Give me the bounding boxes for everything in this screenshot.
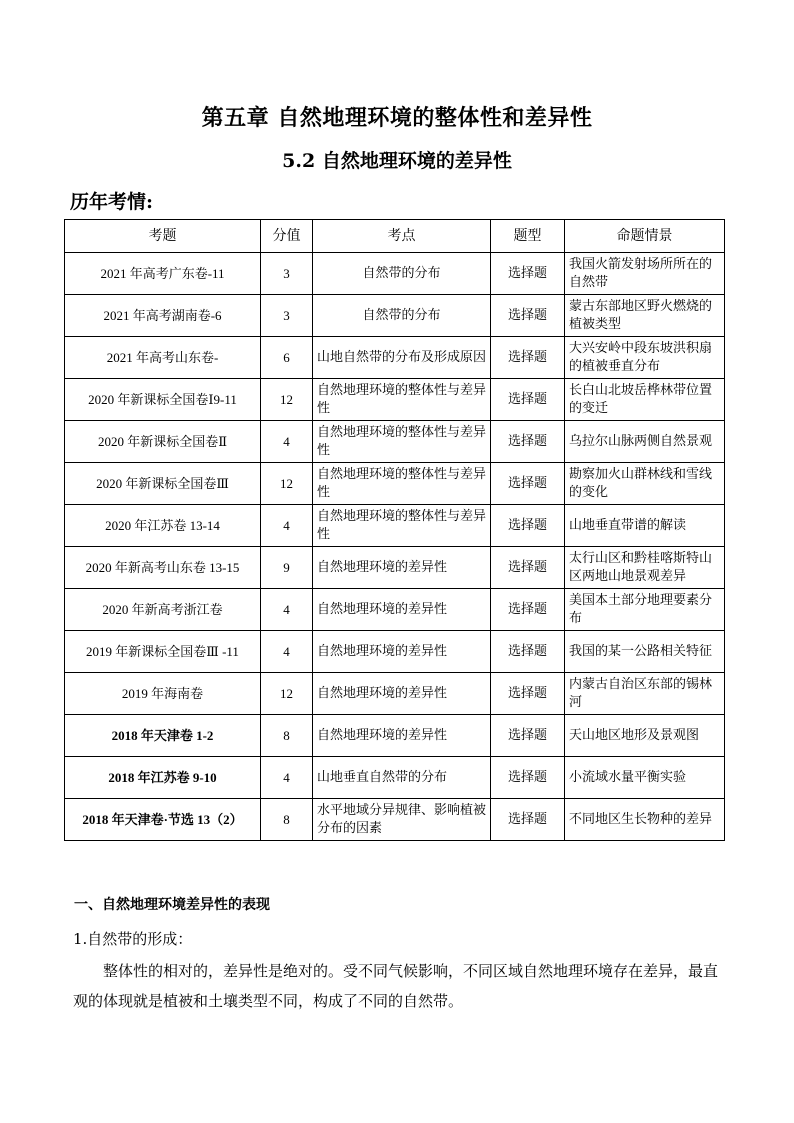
- cell-question: 2021 年高考湖南卷-6: [65, 295, 261, 337]
- cell-score: 12: [261, 463, 313, 505]
- header-type: 题型: [491, 220, 565, 253]
- cell-question: 2020 年江苏卷 13-14: [65, 505, 261, 547]
- cell-topic: 自然地理环境的差异性: [313, 631, 491, 673]
- cell-type: 选择题: [491, 631, 565, 673]
- cell-context: 我国火箭发射场所所在的自然带: [565, 253, 725, 295]
- cell-question: 2020 年新课标全国卷Ⅱ: [65, 421, 261, 463]
- cell-context: 我国的某一公路相关特征: [565, 631, 725, 673]
- cell-score: 6: [261, 337, 313, 379]
- cell-topic: 自然地理环境的整体性与差异性: [313, 421, 491, 463]
- subsection-item: 1.自然带的形成：: [73, 930, 193, 948]
- cell-question: 2019 年海南卷: [65, 673, 261, 715]
- table-row: [65, 253, 725, 295]
- table-row: [65, 715, 725, 757]
- cell-question: 2020 年新高考山东卷 13-15: [65, 547, 261, 589]
- table-row: [65, 463, 725, 505]
- history-label: 历年考情:: [70, 191, 154, 213]
- cell-type: 选择题: [491, 337, 565, 379]
- cell-type: 选择题: [491, 589, 565, 631]
- cell-context: 长白山北坡岳桦林带位置的变迁: [565, 379, 725, 421]
- cell-question: 2020 年新高考浙江卷: [65, 589, 261, 631]
- cell-score: 8: [261, 799, 313, 841]
- cell-type: 选择题: [491, 547, 565, 589]
- table-row: [65, 547, 725, 589]
- cell-score: 9: [261, 547, 313, 589]
- cell-context: 大兴安岭中段东坡洪积扇的植被垂直分布: [565, 337, 725, 379]
- header-context: 命题情景: [565, 220, 725, 253]
- cell-question: 2018 年江苏卷 9-10: [65, 757, 261, 799]
- cell-topic: 山地自然带的分布及形成原因: [313, 337, 491, 379]
- cell-context: 山地垂直带谱的解读: [565, 505, 725, 547]
- cell-score: 8: [261, 715, 313, 757]
- cell-type: 选择题: [491, 295, 565, 337]
- cell-score: 4: [261, 589, 313, 631]
- cell-question: 2020 年新课标全国卷Ⅲ: [65, 463, 261, 505]
- header-score: 分值: [261, 220, 313, 253]
- cell-question: 2020 年新课标全国卷Ⅰ9-11: [65, 379, 261, 421]
- table-row: [65, 799, 725, 841]
- header-question: 考题: [65, 220, 261, 253]
- cell-type: 选择题: [491, 421, 565, 463]
- cell-type: 选择题: [491, 715, 565, 757]
- cell-topic: 自然地理环境的差异性: [313, 589, 491, 631]
- cell-type: 选择题: [491, 505, 565, 547]
- cell-context: 勘察加火山群林线和雪线的变化: [565, 463, 725, 505]
- table-row: [65, 631, 725, 673]
- cell-topic: 自然地理环境的整体性与差异性: [313, 505, 491, 547]
- cell-score: 4: [261, 505, 313, 547]
- cell-type: 选择题: [491, 757, 565, 799]
- table-row: [65, 757, 725, 799]
- cell-topic: 自然带的分布: [313, 295, 491, 337]
- cell-topic: 自然带的分布: [313, 253, 491, 295]
- table-row: [65, 673, 725, 715]
- cell-topic: 自然地理环境的整体性与差异性: [313, 463, 491, 505]
- cell-score: 4: [261, 631, 313, 673]
- cell-context: 太行山区和黔桂喀斯特山区两地山地景观差异: [565, 547, 725, 589]
- cell-score: 4: [261, 757, 313, 799]
- cell-context: 小流域水量平衡实验: [565, 757, 725, 799]
- table-row: [65, 379, 725, 421]
- cell-score: 12: [261, 379, 313, 421]
- cell-context: 乌拉尔山脉两侧自然景观: [565, 421, 725, 463]
- cell-type: 选择题: [491, 799, 565, 841]
- table-row: [65, 505, 725, 547]
- section-subtitle: 5.2 自然地理环境的差异性: [282, 150, 512, 172]
- table-header-row: [65, 220, 725, 253]
- cell-question: 2018 年天津卷 1-2: [65, 715, 261, 757]
- cell-type: 选择题: [491, 673, 565, 715]
- cell-type: 选择题: [491, 253, 565, 295]
- cell-topic: 自然地理环境的差异性: [313, 673, 491, 715]
- cell-score: 12: [261, 673, 313, 715]
- cell-score: 4: [261, 421, 313, 463]
- page-title: 第五章 自然地理环境的整体性和差异性: [201, 105, 593, 131]
- cell-topic: 自然地理环境的差异性: [313, 547, 491, 589]
- body-paragraph: 整体性的相对的，差异性是绝对的。受不同气候影响，不同区域自然地理环境存在差异，最直观的体现就是植被和土壤类型不同，构成了不同的自然带。: [73, 962, 719, 1010]
- cell-context: 天山地区地形及景观图: [565, 715, 725, 757]
- cell-question: 2021 年高考广东卷-11: [65, 253, 261, 295]
- table-row: [65, 295, 725, 337]
- cell-topic: 山地垂直自然带的分布: [313, 757, 491, 799]
- table-row: [65, 337, 725, 379]
- cell-context: 内蒙古自治区东部的锡林河: [565, 673, 725, 715]
- cell-topic: 自然地理环境的整体性与差异性: [313, 379, 491, 421]
- cell-context: 不同地区生长物种的差异: [565, 799, 725, 841]
- cell-score: 3: [261, 253, 313, 295]
- cell-context: 美国本土部分地理要素分布: [565, 589, 725, 631]
- cell-question: 2019 年新课标全国卷Ⅲ -11: [65, 631, 261, 673]
- cell-type: 选择题: [491, 463, 565, 505]
- cell-type: 选择题: [491, 379, 565, 421]
- cell-question: 2018 年天津卷·节选 13（2）: [65, 799, 261, 841]
- cell-context: 蒙古东部地区野火燃烧的植被类型: [565, 295, 725, 337]
- cell-question: 2021 年高考山东卷-: [65, 337, 261, 379]
- section-heading: 一、自然地理环境差异性的表现: [74, 897, 270, 913]
- table-row: [65, 589, 725, 631]
- cell-topic: 自然地理环境的差异性: [313, 715, 491, 757]
- cell-topic: 水平地域分异规律、影响植被分布的因素: [313, 799, 491, 841]
- cell-score: 3: [261, 295, 313, 337]
- header-topic: 考点: [313, 220, 491, 253]
- exam-history-table: [64, 219, 725, 841]
- table-row: [65, 421, 725, 463]
